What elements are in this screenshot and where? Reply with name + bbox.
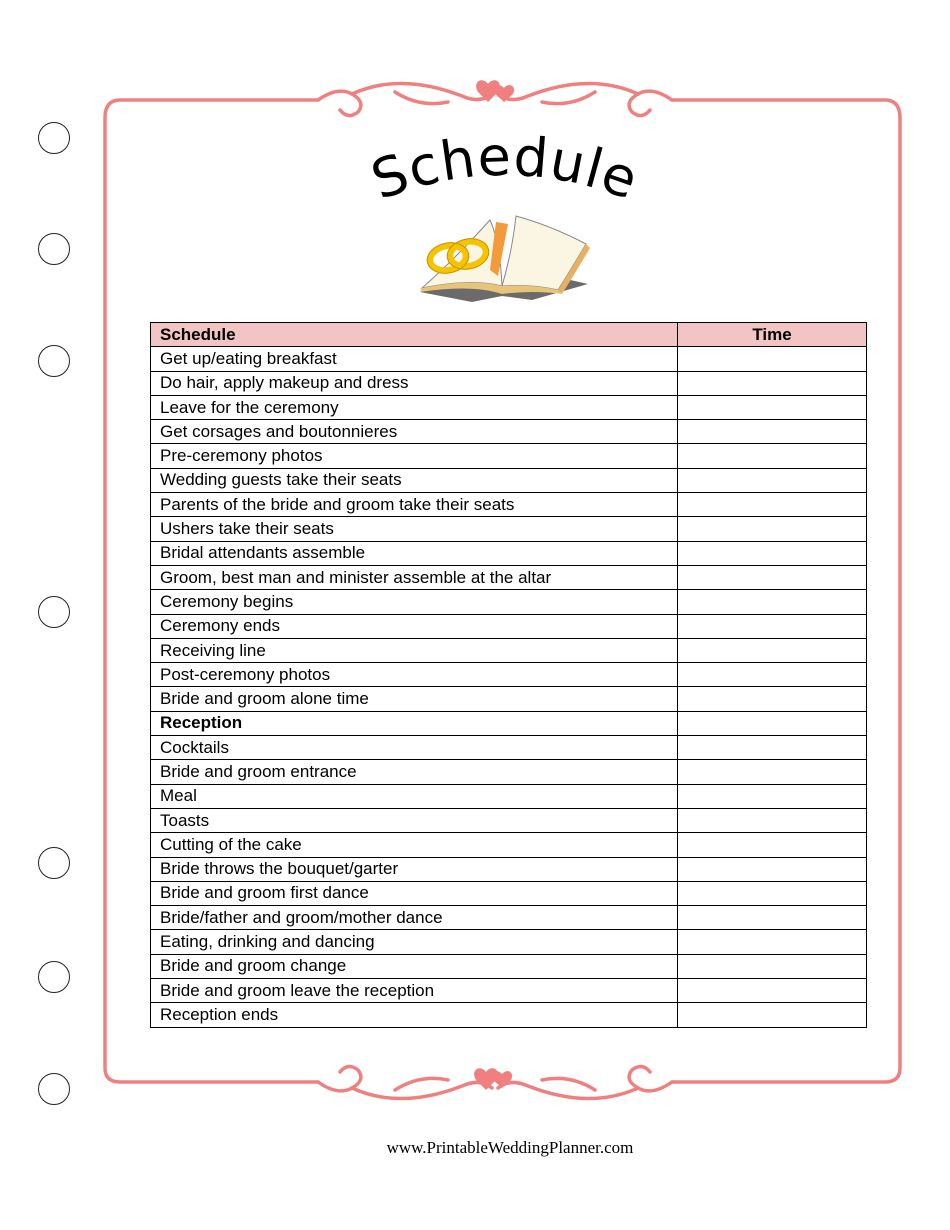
time-cell[interactable] <box>678 979 867 1003</box>
title-text: Schedule <box>363 130 647 213</box>
event-cell: Ceremony ends <box>151 614 678 638</box>
table-row <box>151 784 867 808</box>
table-row <box>151 711 867 735</box>
website-footer: www.PrintableWeddingPlanner.com <box>386 1138 634 1157</box>
event-cell: Bride and groom alone time <box>151 687 678 711</box>
event-cell: Ushers take their seats <box>151 517 678 541</box>
time-cell[interactable] <box>678 881 867 905</box>
event-cell: Get up/eating breakfast <box>151 347 678 371</box>
table-row <box>151 1003 867 1027</box>
event-cell: Bride and groom leave the reception <box>151 979 678 1003</box>
table-row <box>151 347 867 371</box>
time-cell[interactable] <box>678 687 867 711</box>
table-row <box>151 954 867 978</box>
table-row <box>151 979 867 1003</box>
table-row <box>151 808 867 832</box>
time-cell[interactable] <box>678 565 867 589</box>
table-row <box>151 857 867 881</box>
event-cell: Toasts <box>151 808 678 832</box>
time-cell[interactable] <box>678 638 867 662</box>
event-cell: Cutting of the cake <box>151 833 678 857</box>
table-row <box>151 687 867 711</box>
time-cell[interactable] <box>678 444 867 468</box>
time-cell[interactable] <box>678 736 867 760</box>
time-cell[interactable] <box>678 541 867 565</box>
event-cell: Reception ends <box>151 1003 678 1027</box>
event-cell: Ceremony begins <box>151 590 678 614</box>
table-row <box>151 565 867 589</box>
time-cell[interactable] <box>678 371 867 395</box>
time-cell[interactable] <box>678 857 867 881</box>
time-cell[interactable] <box>678 663 867 687</box>
event-cell: Eating, drinking and dancing <box>151 930 678 954</box>
time-cell[interactable] <box>678 493 867 517</box>
event-cell: Bride throws the bouquet/garter <box>151 857 678 881</box>
time-cell[interactable] <box>678 517 867 541</box>
table-row <box>151 395 867 419</box>
time-cell[interactable] <box>678 420 867 444</box>
time-cell[interactable] <box>678 614 867 638</box>
table-row <box>151 614 867 638</box>
svg-text:Schedule <box>364 130 647 212</box>
event-cell: Receiving line <box>151 638 678 662</box>
time-cell[interactable] <box>678 954 867 978</box>
table-row <box>151 541 867 565</box>
time-cell[interactable] <box>678 760 867 784</box>
event-cell: Bridal attendants assemble <box>151 541 678 565</box>
schedule-column-header: Schedule <box>151 323 678 347</box>
table-row <box>151 906 867 930</box>
time-cell[interactable] <box>678 784 867 808</box>
event-cell: Do hair, apply makeup and dress <box>151 371 678 395</box>
event-cell: Bride/father and groom/mother dance <box>151 906 678 930</box>
time-cell[interactable] <box>678 590 867 614</box>
time-cell[interactable] <box>678 347 867 371</box>
table-row <box>151 736 867 760</box>
event-cell: Pre-ceremony photos <box>151 444 678 468</box>
time-cell[interactable] <box>678 930 867 954</box>
table-row <box>151 663 867 687</box>
table-row <box>151 760 867 784</box>
table-row <box>151 420 867 444</box>
open-book-icon <box>412 212 592 304</box>
table-row <box>151 444 867 468</box>
time-column-header: Time <box>678 323 867 347</box>
table-row <box>151 638 867 662</box>
event-cell: Bride and groom entrance <box>151 760 678 784</box>
table-row <box>151 833 867 857</box>
event-cell: Bride and groom first dance <box>151 881 678 905</box>
schedule-table <box>150 322 867 1028</box>
time-cell[interactable] <box>678 395 867 419</box>
event-cell: Bride and groom change <box>151 954 678 978</box>
event-cell: Leave for the ceremony <box>151 395 678 419</box>
time-cell[interactable] <box>678 808 867 832</box>
time-cell[interactable] <box>678 711 867 735</box>
table-row <box>151 517 867 541</box>
event-cell: Cocktails <box>151 736 678 760</box>
table-row <box>151 468 867 492</box>
table-row <box>151 590 867 614</box>
event-cell: Parents of the bride and groom take their seats <box>151 493 678 517</box>
time-cell[interactable] <box>678 468 867 492</box>
time-cell[interactable] <box>678 906 867 930</box>
time-cell[interactable] <box>678 833 867 857</box>
event-cell: Wedding guests take their seats <box>151 468 678 492</box>
table-row <box>151 930 867 954</box>
table-row <box>151 371 867 395</box>
event-cell: Meal <box>151 784 678 808</box>
event-cell: Groom, best man and minister assemble at the altar <box>151 565 678 589</box>
event-cell: Get corsages and boutonnieres <box>151 420 678 444</box>
table-header-row <box>151 323 867 347</box>
event-cell: Post-ceremony photos <box>151 663 678 687</box>
time-cell[interactable] <box>678 1003 867 1027</box>
event-cell: Reception <box>151 711 678 735</box>
table-row <box>151 881 867 905</box>
table-row <box>151 493 867 517</box>
